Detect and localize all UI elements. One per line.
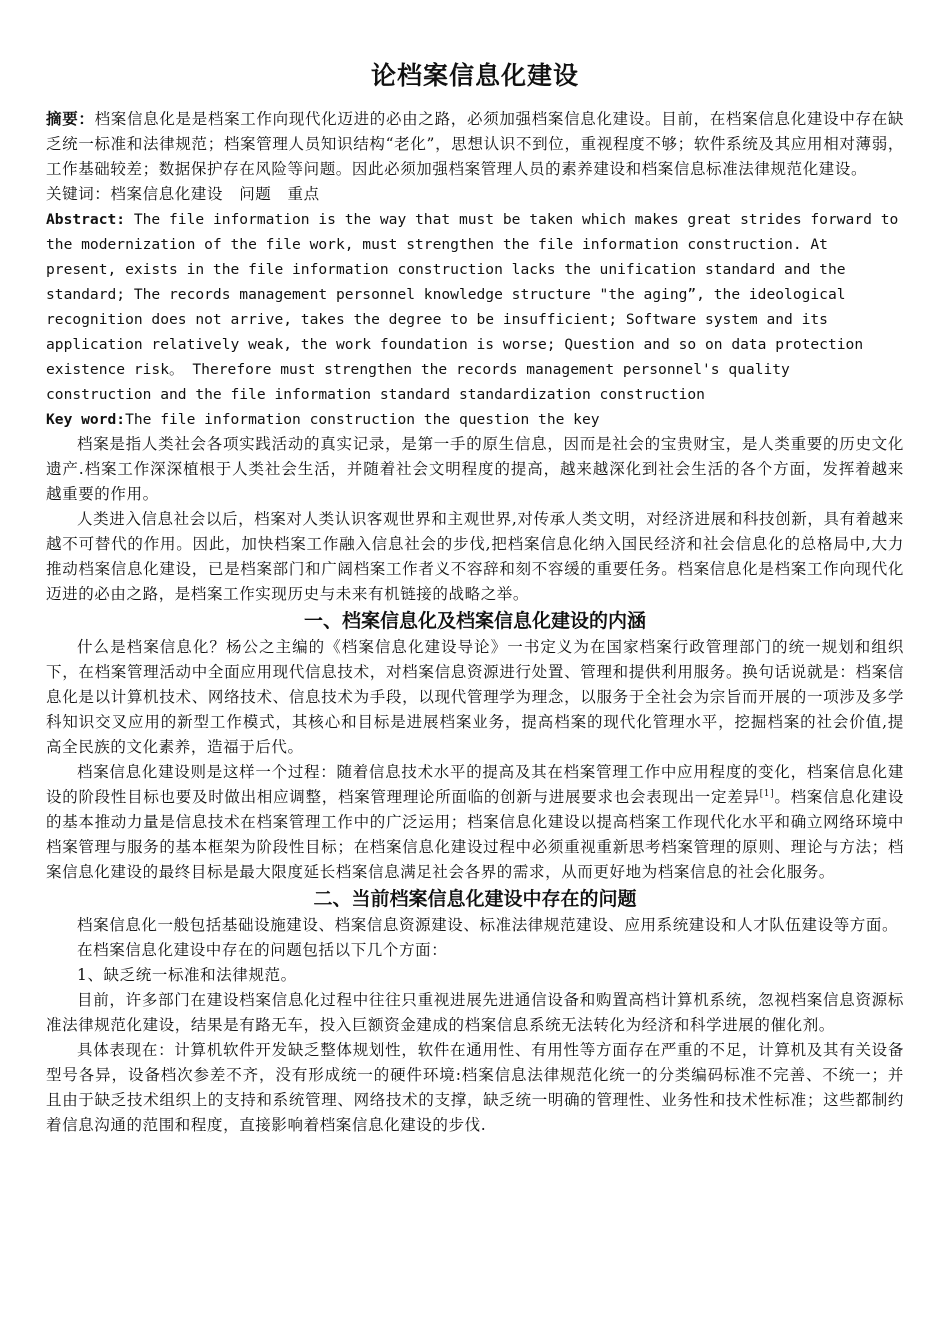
intro-paragraph-1: 档案是指人类社会各项实践活动的真实记录，是第一手的原生信息，因而是社会的宝贵财宝，是人类重要的历史文化遗产.档案工作深深植根于人类社会生活，并随着社会文明程度的提高，越来越深化到社会生活的各个方面，发挥着越来越重要的作用。 (46, 435, 904, 503)
document-title: 论档案信息化建设 (370, 61, 579, 90)
abstract-en-label: Abstract: (46, 211, 126, 228)
section-1-p2-text-b: 。档案信息化建设的基本推动力量是信息技术在档案管理工作中的广泛运用；档案信息化建设以提高档案工作现代化水平和确立网络环境中档案管理与服务的基本框架为阶段性目标；在档案信息化建设过程中必须重视重新思考档案管理的原则、理论与方法；档案信息化建设的最终目标是最大限度延长档案信息满足社会各界的需求，从而更好地为档案信息的社会化服务。 (46, 788, 904, 881)
section-2-paragraph-2: 在档案信息化建设中存在的问题包括以下几个方面： (77, 941, 448, 959)
section-2-paragraph-4: 目前，许多部门在建设档案信息化过程中往往只重视进展先进通信设备和购置高档计算机系统，忽视档案信息资源标准法律规范化建设，结果是有路无车，投入巨额资金建成的档案信息系统无法转化为经济和科学进展的催化剂。 (46, 991, 904, 1034)
keywords-cn: 关键词：档案信息化建设 问题 重点 (46, 185, 320, 203)
citation-ref-1: [1] (759, 788, 775, 799)
document-page (46, 56, 904, 1138)
abstract-en (46, 207, 904, 407)
keywords-en (46, 407, 904, 432)
abstract-cn-label: 摘要： (46, 109, 95, 128)
section-1-heading: 一、档案信息化及档案信息化建设的内涵 (303, 610, 646, 632)
intro-paragraph-2: 人类进入信息社会以后，档案对人类认识客观世界和主观世界,对传承人类文明，对经济进展和科技创新，具有着越来越不可替代的作用。因此，加快档案工作融入信息社会的步伐,把档案信息化纳入国民经济和社会信息化的总格局中,大力推动档案信息化建设，已是档案部门和广阔档案工作者义不容辞和刻不容缓的重要任务。档案信息化是档案工作向现代化迈进的必由之路，是档案工作实现历史与未来有机链接的战略之举。 (46, 510, 904, 603)
abstract-cn (46, 106, 904, 182)
keywords-en-text: The file information construction the question the key (125, 411, 600, 428)
abstract-cn-text: 档案信息化是是档案工作向现代化迈进的必由之路，必须加强档案信息化建设。目前，在档案信息化建设中存在缺乏统一标准和法律规范；档案管理人员知识结构“老化”，思想认识不到位，重视程度不够；软件系统及其应用相对薄弱，工作基础较差；数据保护存在风险等问题。因此必须加强档案管理人员的素养建设和档案信息标准法律规范化建设。 (46, 110, 904, 178)
section-1-p2-text-a: 档案信息化建设则是这样一个过程：随着信息技术水平的提高及其在档案管理工作中应用程度的变化，档案信息化建设的阶段性目标也要及时做出相应调整，档案管理理论所面临的创新与进展要求也会表现出一定差异 (46, 763, 904, 806)
abstract-en-text: The file information is the way that must be taken which makes great strides forward to the modernization of the file work, must strengthen the file information construction. At present, exists in the file information construction lacks the unification standard and the standard; The records management personnel knowledge structure "the aging”, the ideological recognition does not arrive, takes the degree to be insufficient; Software system and its application relatively weak, the work foundation is worse; Question and so on data protection existence risk。 Therefore must strengthen the records management personnel's quality construction and the file information standard standardization construction (46, 211, 899, 403)
section-2-paragraph-1: 档案信息化一般包括基础设施建设、档案信息资源建设、标准法律规范建设、应用系统建设和人才队伍建设等方面。 (77, 916, 899, 934)
section-2-paragraph-5: 具体表现在：计算机软件开发缺乏整体规划性，软件在通用性、有用性等方面存在严重的不足，计算机及其有关设备型号各异，设备档次参差不齐，没有形成统一的硬件环境:档案信息法律规范化统一的分类编码标准不完善、不统一；并且由于缺乏技术组织上的支持和系统管理、网络技术的支撑，缺乏统一明确的管理性、业务性和技术性标准；这些都制约着信息沟通的范围和程度，直接影响着档案信息化建设的步伐. (46, 1041, 904, 1134)
keywords-en-label: Key word: (46, 411, 126, 428)
section-2-list-item-1: 1、缺乏统一标准和法律规范。 (77, 966, 297, 984)
section-1-paragraph-2 (46, 760, 904, 885)
section-2-heading: 二、当前档案信息化建设中存在的问题 (313, 888, 637, 910)
section-1-paragraph-1: 什么是档案信息化？杨公之主编的《档案信息化建设导论》一书定义为在国家档案行政管理部门的统一规划和组织下，在档案管理活动中全面应用现代信息技术，对档案信息资源进行处置、管理和提供利用服务。换句话说就是：档案信息化是以计算机技术、网络技术、信息技术为手段，以现代管理学为理念，以服务于全社会为宗旨而开展的一项涉及多学科知识交叉应用的新型工作模式，其核心和目标是进展档案业务，提高档案的现代化管理水平，挖掘档案的社会价值,提高全民族的文化素养，造福于后代。 (46, 638, 904, 756)
